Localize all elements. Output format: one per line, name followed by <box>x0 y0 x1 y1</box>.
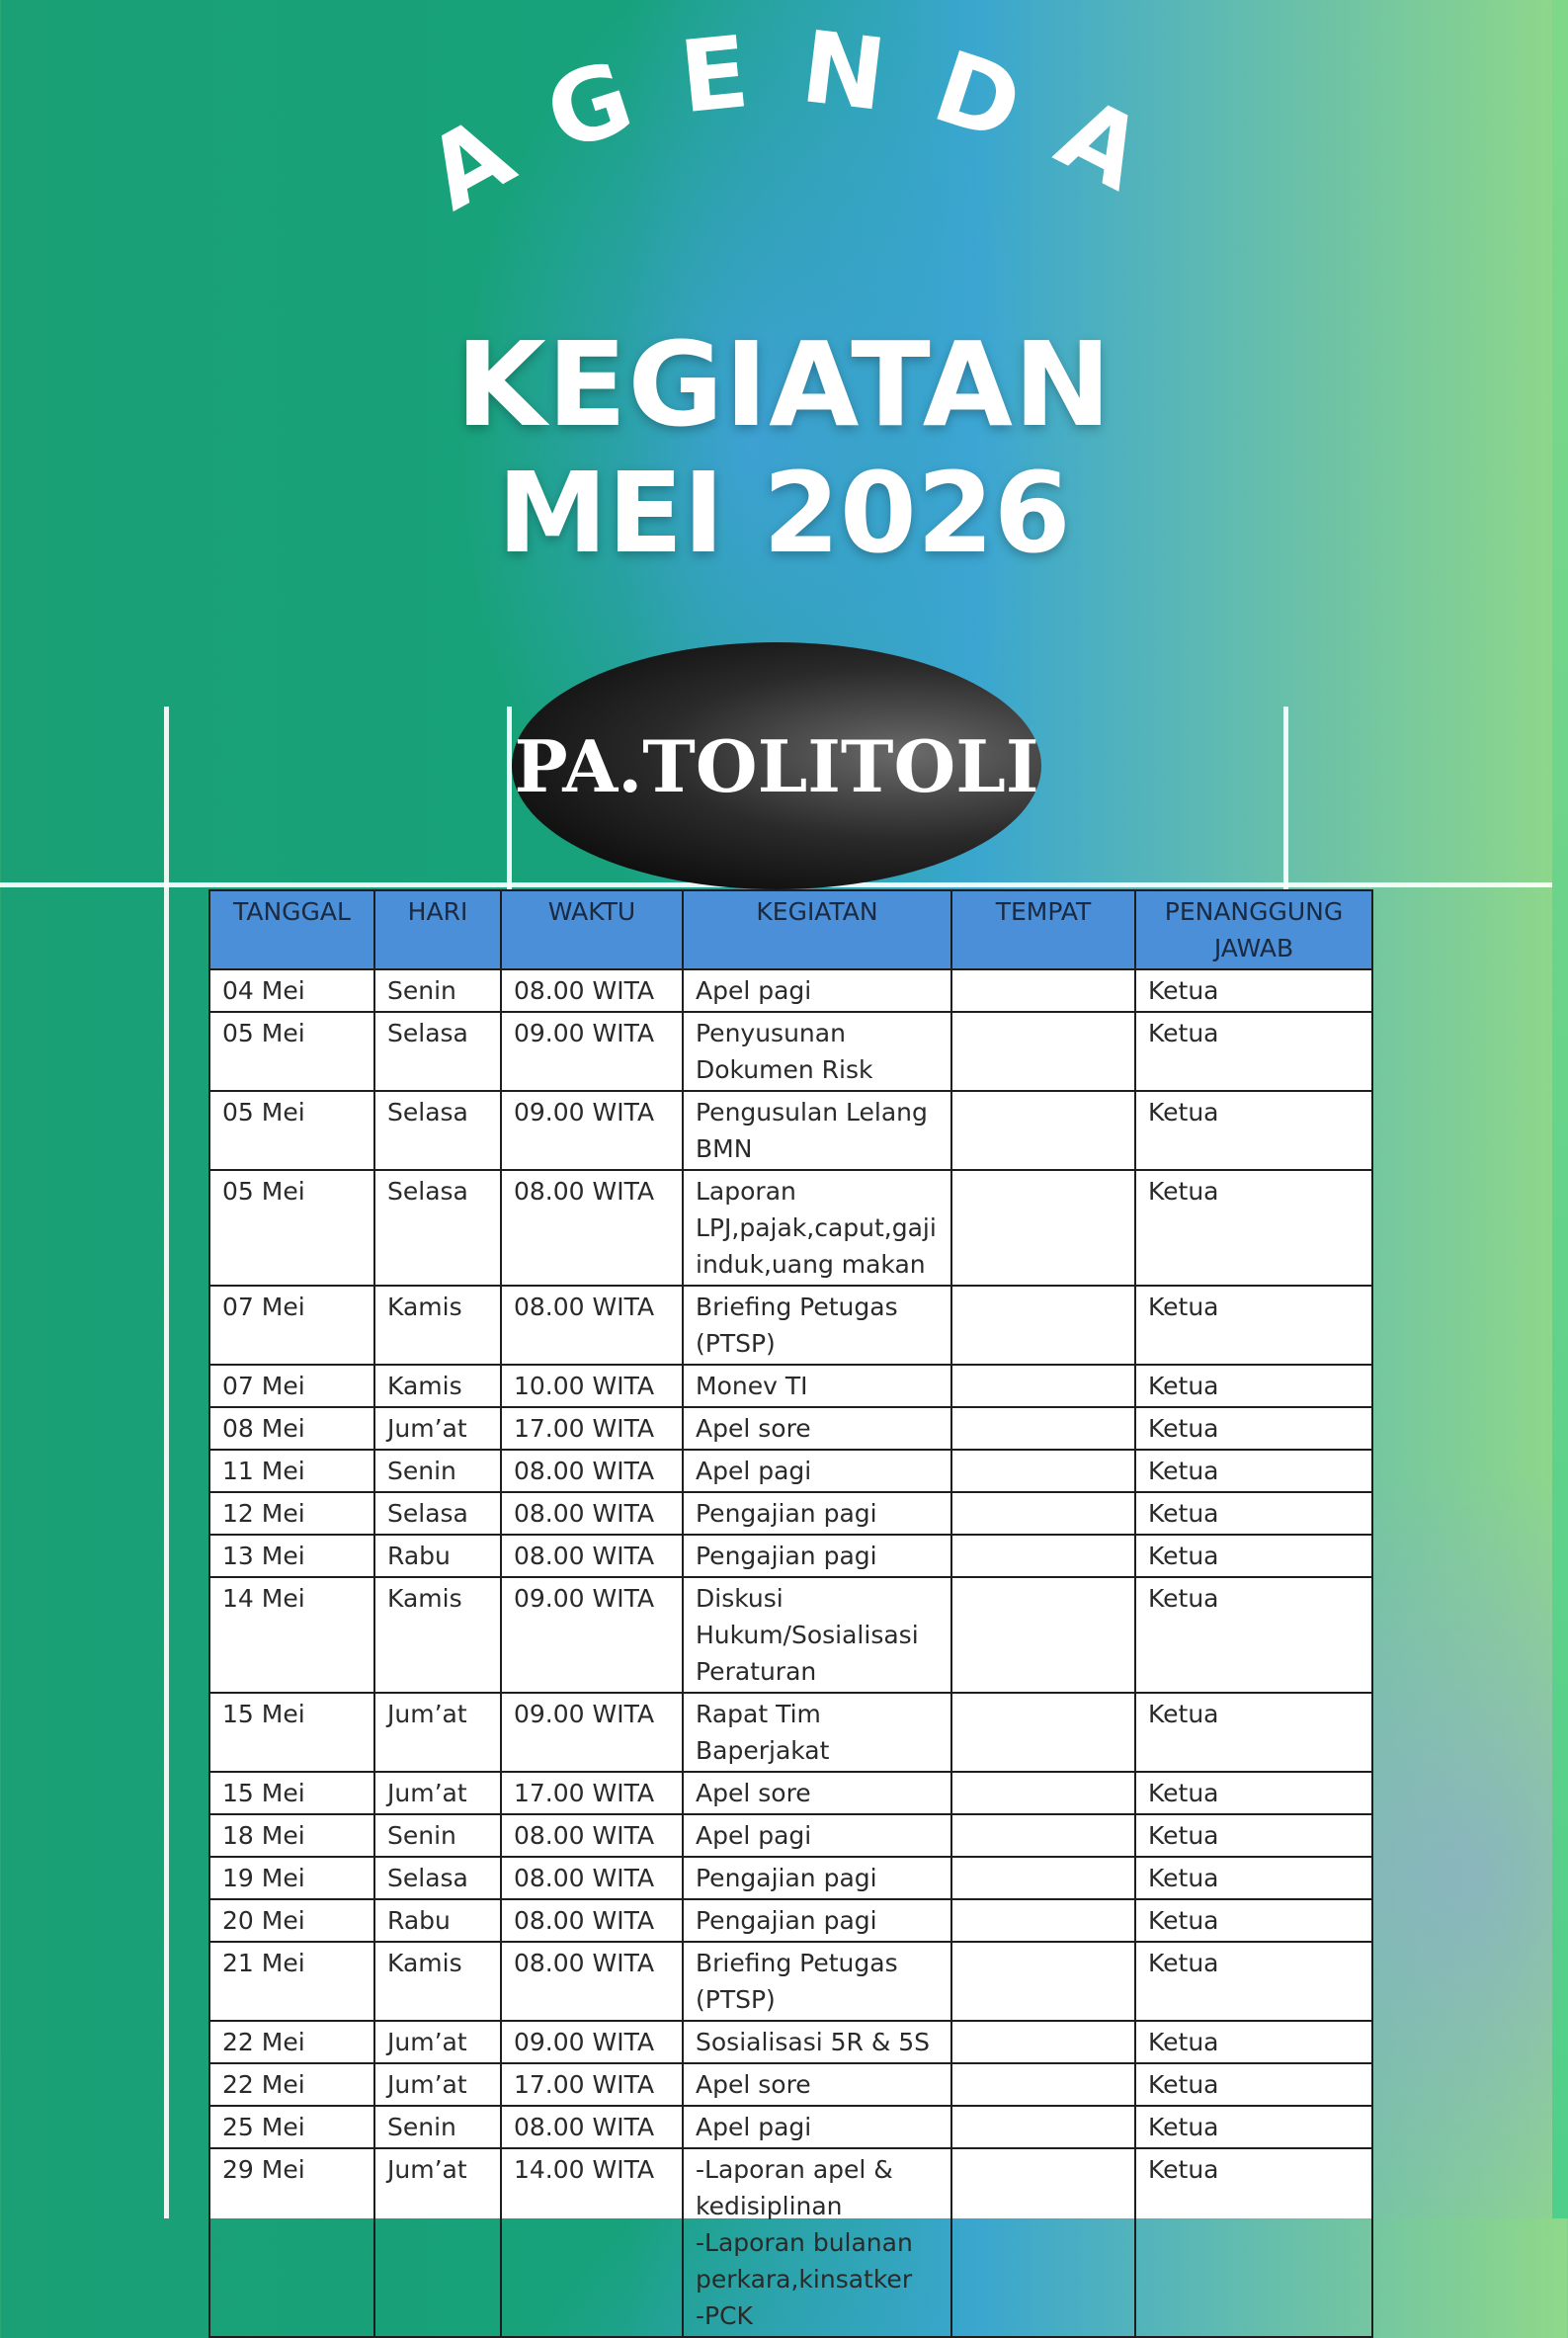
cell-hari: Jum’at <box>374 1407 501 1450</box>
cell-tanggal: 22 Mei <box>209 2063 374 2106</box>
table-row <box>209 2063 1372 2106</box>
cell-penanggung-jawab: Ketua <box>1135 2148 1372 2337</box>
cell-tempat <box>951 2106 1135 2148</box>
cell-waktu: 14.00 WITA <box>501 2148 683 2337</box>
cell-hari: Jum’at <box>374 2148 501 2337</box>
cell-waktu: 09.00 WITA <box>501 1012 683 1091</box>
cell-tanggal: 19 Mei <box>209 1857 374 1899</box>
cell-hari: Senin <box>374 2106 501 2148</box>
cell-kegiatan: Apel pagi <box>683 1450 951 1492</box>
agenda-arc-title <box>0 0 1568 316</box>
cell-tanggal: 07 Mei <box>209 1286 374 1365</box>
cell-penanggung-jawab: Ketua <box>1135 1942 1372 2021</box>
cell-hari: Selasa <box>374 1857 501 1899</box>
cell-waktu: 17.00 WITA <box>501 2063 683 2106</box>
cell-penanggung-jawab: Ketua <box>1135 1535 1372 1577</box>
cell-hari: Kamis <box>374 1365 501 1407</box>
divider-vertical-left <box>164 707 169 2218</box>
cell-kegiatan: Pengajian pagi <box>683 1535 951 1577</box>
cell-kegiatan: Rapat Tim Baperjakat <box>683 1693 951 1772</box>
cell-tanggal: 13 Mei <box>209 1535 374 1577</box>
table-row <box>209 2106 1372 2148</box>
cell-waktu: 08.00 WITA <box>501 1899 683 1942</box>
cell-hari: Kamis <box>374 1286 501 1365</box>
arc-title-text: AGENDA <box>408 8 1203 235</box>
cell-tempat <box>951 969 1135 1012</box>
cell-kegiatan: -Laporan apel & kedisiplinan -Laporan bulanan perkara,kinsatker -PCK <box>683 2148 951 2337</box>
table-row <box>209 969 1372 1012</box>
cell-penanggung-jawab: Ketua <box>1135 1899 1372 1942</box>
cell-waktu: 08.00 WITA <box>501 1535 683 1577</box>
cell-kegiatan: Monev TI <box>683 1365 951 1407</box>
cell-hari: Selasa <box>374 1170 501 1286</box>
cell-tempat <box>951 1012 1135 1091</box>
cell-kegiatan: Diskusi Hukum/Sosialisasi Peraturan <box>683 1577 951 1693</box>
cell-kegiatan: Briefing Petugas (PTSP) <box>683 1942 951 2021</box>
cell-penanggung-jawab: Ketua <box>1135 2063 1372 2106</box>
agenda-table-container <box>208 889 1371 2330</box>
cell-tanggal: 15 Mei <box>209 1693 374 1772</box>
cell-kegiatan: Pengajian pagi <box>683 1899 951 1942</box>
cell-tanggal: 08 Mei <box>209 1407 374 1450</box>
table-row <box>209 1286 1372 1365</box>
cell-tanggal: 05 Mei <box>209 1012 374 1091</box>
cell-tempat <box>951 1286 1135 1365</box>
cell-tempat <box>951 2148 1135 2337</box>
cell-hari: Senin <box>374 1814 501 1857</box>
cell-hari: Kamis <box>374 1942 501 2021</box>
cell-penanggung-jawab: Ketua <box>1135 1450 1372 1492</box>
cell-penanggung-jawab: Ketua <box>1135 2021 1372 2063</box>
cell-tanggal: 25 Mei <box>209 2106 374 2148</box>
cell-penanggung-jawab: Ketua <box>1135 1577 1372 1693</box>
cell-kegiatan: Apel sore <box>683 1772 951 1814</box>
cell-hari: Senin <box>374 1450 501 1492</box>
table-row <box>209 1365 1372 1407</box>
cell-kegiatan: Penyusunan Dokumen Risk <box>683 1012 951 1091</box>
cell-hari: Senin <box>374 969 501 1012</box>
cell-waktu: 09.00 WITA <box>501 1693 683 1772</box>
cell-tanggal: 14 Mei <box>209 1577 374 1693</box>
cell-tempat <box>951 1170 1135 1286</box>
cell-penanggung-jawab: Ketua <box>1135 1492 1372 1535</box>
cell-tanggal: 20 Mei <box>209 1899 374 1942</box>
col-header-kegiatan: KEGIATAN <box>683 890 951 969</box>
cell-penanggung-jawab: Ketua <box>1135 1170 1372 1286</box>
cell-waktu: 08.00 WITA <box>501 2106 683 2148</box>
cell-kegiatan: Apel pagi <box>683 2106 951 2148</box>
cell-hari: Kamis <box>374 1577 501 1693</box>
cell-waktu: 08.00 WITA <box>501 1492 683 1535</box>
cell-tempat <box>951 1365 1135 1407</box>
cell-tempat <box>951 1693 1135 1772</box>
cell-penanggung-jawab: Ketua <box>1135 969 1372 1012</box>
cell-hari: Jum’at <box>374 1772 501 1814</box>
table-row <box>209 1170 1372 1286</box>
table-row <box>209 1012 1372 1091</box>
cell-tempat <box>951 1857 1135 1899</box>
cell-penanggung-jawab: Ketua <box>1135 1365 1372 1407</box>
cell-kegiatan: Apel pagi <box>683 1814 951 1857</box>
cell-penanggung-jawab: Ketua <box>1135 1286 1372 1365</box>
cell-waktu: 08.00 WITA <box>501 1857 683 1899</box>
cell-kegiatan: Pengajian pagi <box>683 1492 951 1535</box>
table-row <box>209 1772 1372 1814</box>
table-row <box>209 2148 1372 2337</box>
cell-penanggung-jawab: Ketua <box>1135 2106 1372 2148</box>
cell-tempat <box>951 1577 1135 1693</box>
cell-hari: Rabu <box>374 1899 501 1942</box>
cell-tempat <box>951 1535 1135 1577</box>
table-row <box>209 1535 1372 1577</box>
col-header-tempat: TEMPAT <box>951 890 1135 969</box>
divider-vertical-right <box>1283 707 1288 889</box>
cell-hari: Jum’at <box>374 2021 501 2063</box>
cell-tanggal: 12 Mei <box>209 1492 374 1535</box>
cell-waktu: 08.00 WITA <box>501 1286 683 1365</box>
cell-penanggung-jawab: Ketua <box>1135 1693 1372 1772</box>
svg-text:AGENDA <box>408 9 1203 234</box>
cell-tempat <box>951 1492 1135 1535</box>
cell-hari: Jum’at <box>374 1693 501 1772</box>
cell-penanggung-jawab: Ketua <box>1135 1857 1372 1899</box>
cell-tempat <box>951 1407 1135 1450</box>
cell-waktu: 09.00 WITA <box>501 1091 683 1170</box>
col-header-hari: HARI <box>374 890 501 969</box>
table-row <box>209 1942 1372 2021</box>
table-row <box>209 1857 1372 1899</box>
cell-tempat <box>951 1450 1135 1492</box>
cell-tanggal: 18 Mei <box>209 1814 374 1857</box>
cell-kegiatan: Apel sore <box>683 1407 951 1450</box>
office-badge <box>512 642 1041 889</box>
table-row <box>209 1450 1372 1492</box>
cell-waktu: 09.00 WITA <box>501 1577 683 1693</box>
cell-tanggal: 05 Mei <box>209 1170 374 1286</box>
cell-penanggung-jawab: Ketua <box>1135 1814 1372 1857</box>
cell-waktu: 08.00 WITA <box>501 1942 683 2021</box>
cell-tanggal: 29 Mei <box>209 2148 374 2337</box>
page-period: MEI 2026 <box>497 450 1071 578</box>
cell-tempat <box>951 1899 1135 1942</box>
cell-penanggung-jawab: Ketua <box>1135 1407 1372 1450</box>
table-row <box>209 1899 1372 1942</box>
cell-kegiatan: Pengajian pagi <box>683 1857 951 1899</box>
table-row <box>209 1814 1372 1857</box>
table-row <box>209 2021 1372 2063</box>
cell-hari: Selasa <box>374 1492 501 1535</box>
table-row <box>209 1407 1372 1450</box>
table-row <box>209 1693 1372 1772</box>
cell-hari: Selasa <box>374 1091 501 1170</box>
cell-tempat <box>951 2063 1135 2106</box>
col-header-tanggal: TANGGAL <box>209 890 374 969</box>
table-header-row <box>209 890 1372 969</box>
cell-tanggal: 05 Mei <box>209 1091 374 1170</box>
cell-penanggung-jawab: Ketua <box>1135 1012 1372 1091</box>
cell-waktu: 09.00 WITA <box>501 2021 683 2063</box>
table-row <box>209 1492 1372 1535</box>
cell-tanggal: 07 Mei <box>209 1365 374 1407</box>
cell-tanggal: 22 Mei <box>209 2021 374 2063</box>
cell-kegiatan: Laporan LPJ,pajak,caput,gaji induk,uang makan <box>683 1170 951 1286</box>
cell-penanggung-jawab: Ketua <box>1135 1772 1372 1814</box>
cell-tanggal: 21 Mei <box>209 1942 374 2021</box>
cell-hari: Selasa <box>374 1012 501 1091</box>
agenda-table <box>208 889 1373 2338</box>
cell-waktu: 17.00 WITA <box>501 1772 683 1814</box>
cell-tanggal: 15 Mei <box>209 1772 374 1814</box>
col-header-waktu: WAKTU <box>501 890 683 969</box>
cell-kegiatan: Pengusulan Lelang BMN <box>683 1091 951 1170</box>
page-title: KEGIATAN <box>455 316 1113 453</box>
cell-tempat <box>951 1814 1135 1857</box>
cell-penanggung-jawab: Ketua <box>1135 1091 1372 1170</box>
cell-hari: Jum’at <box>374 2063 501 2106</box>
cell-kegiatan: Apel sore <box>683 2063 951 2106</box>
cell-tempat <box>951 1772 1135 1814</box>
cell-tempat <box>951 1091 1135 1170</box>
col-header-penanggung-jawab: PENANGGUNG JAWAB <box>1135 890 1372 969</box>
cell-tanggal: 11 Mei <box>209 1450 374 1492</box>
cell-waktu: 08.00 WITA <box>501 1170 683 1286</box>
cell-tempat <box>951 2021 1135 2063</box>
divider-vertical-mid <box>507 707 512 889</box>
table-row <box>209 1091 1372 1170</box>
cell-tanggal: 04 Mei <box>209 969 374 1012</box>
cell-kegiatan: Sosialisasi 5R & 5S <box>683 2021 951 2063</box>
table-row <box>209 1577 1372 1693</box>
cell-waktu: 08.00 WITA <box>501 969 683 1012</box>
cell-hari: Rabu <box>374 1535 501 1577</box>
cell-waktu: 10.00 WITA <box>501 1365 683 1407</box>
cell-waktu: 17.00 WITA <box>501 1407 683 1450</box>
office-badge-label: PA.TOLITOLI <box>514 723 1039 808</box>
cell-tempat <box>951 1942 1135 2021</box>
cell-waktu: 08.00 WITA <box>501 1450 683 1492</box>
cell-kegiatan: Briefing Petugas (PTSP) <box>683 1286 951 1365</box>
cell-waktu: 08.00 WITA <box>501 1814 683 1857</box>
cell-kegiatan: Apel pagi <box>683 969 951 1012</box>
